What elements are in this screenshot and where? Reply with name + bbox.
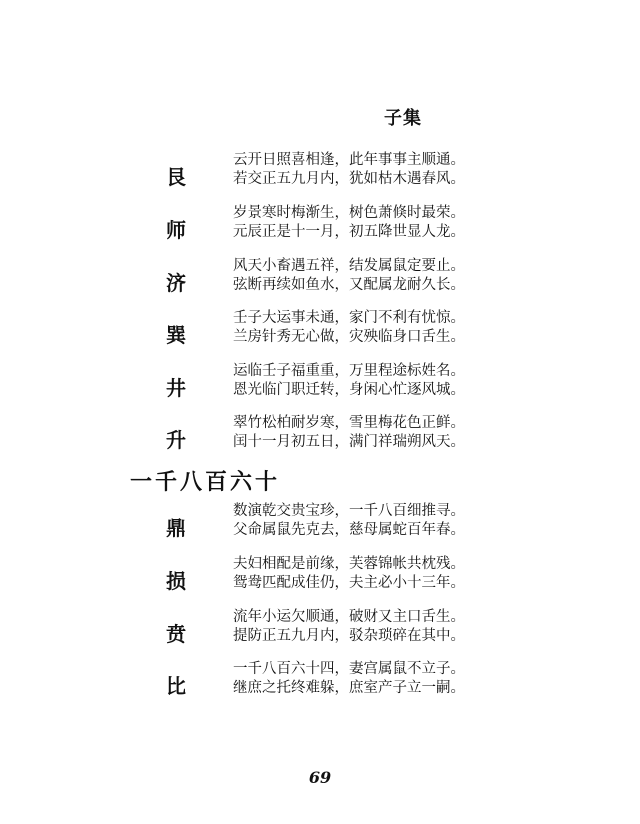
verse-line-1: 夫妇相配是前缘，芙蓉锦帐共枕残。 bbox=[233, 556, 465, 572]
hexagram-name: 比 bbox=[166, 674, 186, 698]
entry-3 bbox=[0, 257, 640, 317]
verse-line-1: 风天小畜遇五祥，结发属鼠定要止。 bbox=[233, 258, 465, 274]
verse-line-2: 闰十一月初五日，满门祥瑞朔风天。 bbox=[233, 434, 465, 450]
hexagram-name: 升 bbox=[166, 428, 186, 452]
verse bbox=[233, 257, 465, 295]
verse-line-2: 提防正五九月内，驳杂琐碎在其中。 bbox=[233, 628, 465, 644]
verse-line-2: 弦断再续如鱼水，又配属龙耐久长。 bbox=[233, 277, 465, 293]
verse-line-1: 流年小运欠顺通，破财又主口舌生。 bbox=[233, 609, 465, 625]
verse bbox=[233, 151, 465, 189]
hexagram-name: 济 bbox=[166, 271, 186, 295]
verse bbox=[233, 660, 465, 698]
entry-7 bbox=[0, 502, 640, 562]
entry-9 bbox=[0, 608, 640, 668]
verse-line-2: 父命属鼠先克去，慈母属蛇百年春。 bbox=[233, 522, 465, 538]
verse bbox=[233, 414, 465, 452]
verse-line-2: 若交正五九月内，犹如枯木遇春风。 bbox=[233, 171, 465, 187]
verse bbox=[233, 555, 465, 593]
verse-line-1: 翠竹松柏耐岁寒，雪里梅花色正鲜。 bbox=[233, 415, 465, 431]
verse bbox=[233, 204, 465, 242]
entry-8 bbox=[0, 555, 640, 615]
hexagram-name: 井 bbox=[166, 376, 186, 400]
verse-line-2: 继庶之托终难躲，庶室产子立一嗣。 bbox=[233, 680, 465, 696]
section-title: 一千八百六十 bbox=[130, 469, 281, 495]
hexagram-name: 巽 bbox=[166, 323, 186, 347]
verse-line-2: 恩光临门职迁转，身闲心忙逐风城。 bbox=[233, 382, 465, 398]
verse bbox=[233, 362, 465, 400]
entry-6 bbox=[0, 414, 640, 474]
verse-line-1: 云开日照喜相逢，此年事事主顺通。 bbox=[233, 152, 465, 168]
verse bbox=[233, 309, 465, 347]
verse bbox=[233, 608, 465, 646]
hexagram-name: 损 bbox=[166, 569, 186, 593]
entry-5 bbox=[0, 362, 640, 422]
verse-line-1: 岁景寒时梅渐生，树色萧倏时最荣。 bbox=[233, 205, 465, 221]
verse-line-2: 鸳鸯匹配成佳仍，夫主必小十三年。 bbox=[233, 575, 465, 591]
hexagram-name: 师 bbox=[166, 218, 186, 242]
verse bbox=[233, 502, 465, 540]
verse-line-2: 兰房针秀无心做，灾殃临身口舌生。 bbox=[233, 329, 465, 345]
hexagram-name: 艮 bbox=[166, 165, 186, 189]
verse-line-1: 壬子大运事未通，家门不利有忧惊。 bbox=[233, 310, 465, 326]
page-header: 子集 bbox=[384, 108, 422, 129]
verse-line-1: 数演乾交贵宝珍，一千八百细推寻。 bbox=[233, 503, 465, 519]
verse-line-1: 一千八百六十四，妻宫属鼠不立子。 bbox=[233, 661, 465, 677]
verse-line-2: 元辰正是十一月，初五降世显人龙。 bbox=[233, 224, 465, 240]
entry-4 bbox=[0, 309, 640, 369]
entry-2 bbox=[0, 204, 640, 264]
verse-line-1: 运临壬子福重重，万里程途标姓名。 bbox=[233, 363, 465, 379]
page-number: 69 bbox=[308, 768, 332, 787]
hexagram-name: 贲 bbox=[166, 622, 186, 646]
entry-1 bbox=[0, 151, 640, 211]
hexagram-name: 鼎 bbox=[166, 516, 186, 540]
entry-10 bbox=[0, 660, 640, 720]
